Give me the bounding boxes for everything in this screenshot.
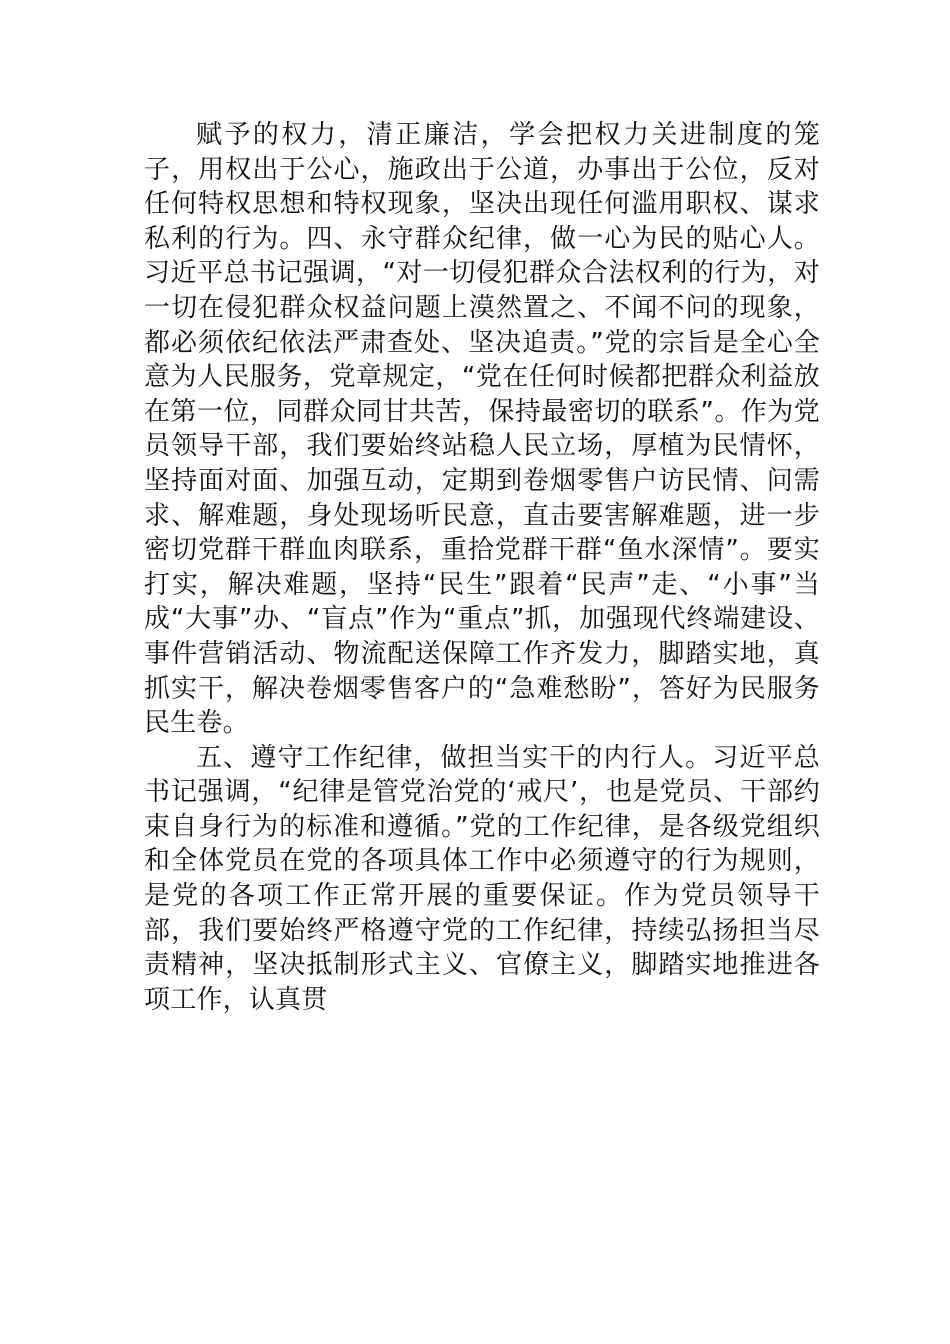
document-body [144,118,820,1017]
paragraph-2: 五、遵守工作纪律，做担当实干的内行人。习近平总书记强调，“纪律是管党治党的‘戒尺’，也是党员、干部约束自身行为的标准和遵循。”党的工作纪律，是各级党组织和全体党员在党的各项具体工作中必须遵守的行为规则，是党的各项工作正常开展的重要保证。作为党员领导干部，我们要始终严格遵守党的工作纪律，持续弘扬担当尽责精神，坚决抵制形式主义、官僚主义，脚踏实地推进各项工作，认真贯 [144,742,820,1015]
paragraph-1: 赋予的权力，清正廉洁，学会把权力关进制度的笼子，用权出于公心，施政出于公道，办事出于公位，反对任何特权思想和特权现象，坚决出现任何滥用职权、谋求私利的行为。四、永守群众纪律，做一心为民的贴心人。习近平总书记强调，“对一切侵犯群众合法权利的行为，对一切在侵犯群众权益问题上漠然置之、不闻不问的现象，都必须依纪依法严肃查处、坚决追责。”党的宗旨是全心全意为人民服务，党章规定，“党在任何时候都把群众利益放在第一位，同群众同甘共苦，保持最密切的联系”。作为党员领导干部，我们要始终站稳人民立场，厚植为民情怀，坚持面对面、加强互动，定期到卷烟零售户访民情、问需求、解难题，身处现场听民意，直击要害解难题，进一步密切党群干群血肉联系，重拾党群干群“鱼水深情”。要实打实，解决难题，坚持“民生”跟着“民声”走、“小事”当成“大事”办、“盲点”作为“重点”抓，加强现代终端建设、事件营销活动、物流配送保障工作齐发力，脚踏实地，真抓实干，解决卷烟零售客户的“急难愁盼”，答好为民服务民生卷。 [144,120,820,739]
